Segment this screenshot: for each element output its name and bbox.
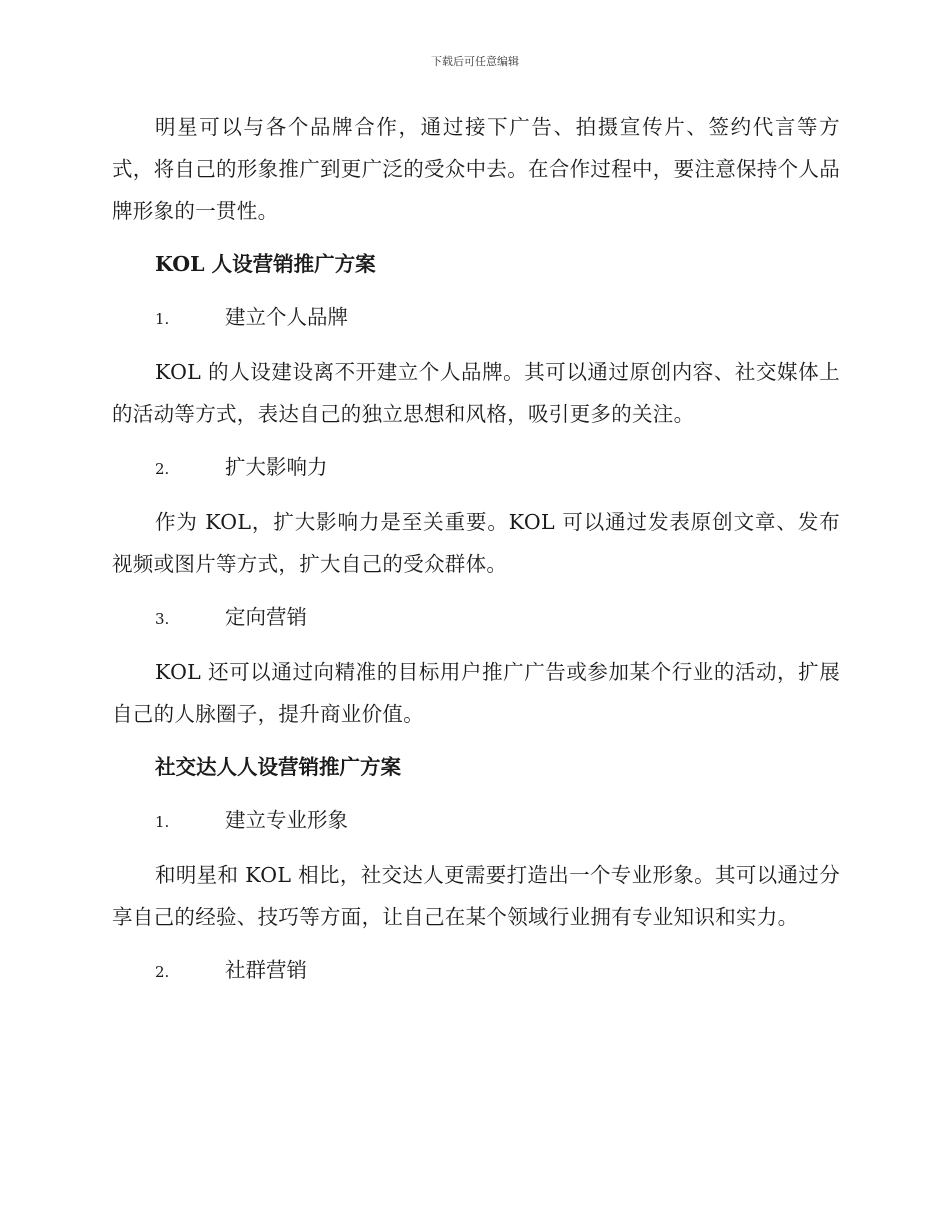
paragraph-kol-targeted-marketing: KOL 还可以通过向精准的目标用户推广广告或参加某个行业的活动，扩展自己的人脉圈子，提升商业价值。 [112,660,840,726]
list-item-professional-image [112,799,840,843]
paragraph-kol-influence: 作为 KOL，扩大影响力是至关重要。KOL 可以通过发表原创文章、发布视频或图片等方式，扩大自己的受众群体。 [112,510,840,576]
section-heading-social-influencer: 社交达人人设营销推广方案 [155,755,401,779]
paragraph-social-professional-image: 和明星和 KOL 相比，社交达人更需要打造出一个专业形象。其可以通过分享自己的经验、技巧等方面，让自己在某个领域行业拥有专业知识和实力。 [112,863,840,929]
list-item-expand-influence [112,446,840,490]
list-number: 2. [155,963,170,981]
list-item-label: 社群营销 [225,958,307,982]
page-header: 下载后可任意编辑 [431,55,519,68]
list-item-community-marketing [112,949,840,993]
list-number: 2. [155,460,170,478]
list-item-label: 扩大影响力 [225,455,328,479]
list-number: 3. [155,610,170,628]
list-item-targeted-marketing [112,596,840,640]
list-number: 1. [155,813,170,831]
list-number: 1. [155,310,170,328]
list-item-build-personal-brand [112,296,840,340]
paragraph-celebrity-brand-cooperation: 明星可以与各个品牌合作，通过接下广告、拍摄宣传片、签约代言等方式，将自己的形象推广到更广泛的受众中去。在合作过程中，要注意保持个人品牌形象的一贯性。 [112,115,840,223]
list-item-label: 建立专业形象 [225,808,348,832]
list-item-label: 定向营销 [225,605,307,629]
section-heading-kol: KOL 人设营销推广方案 [155,252,376,276]
document-body [112,106,840,1004]
paragraph-kol-personal-brand: KOL 的人设建设离不开建立个人品牌。其可以通过原创内容、社交媒体上的活动等方式，表达自己的独立思想和风格，吸引更多的关注。 [112,360,840,426]
list-item-label: 建立个人品牌 [225,305,348,329]
